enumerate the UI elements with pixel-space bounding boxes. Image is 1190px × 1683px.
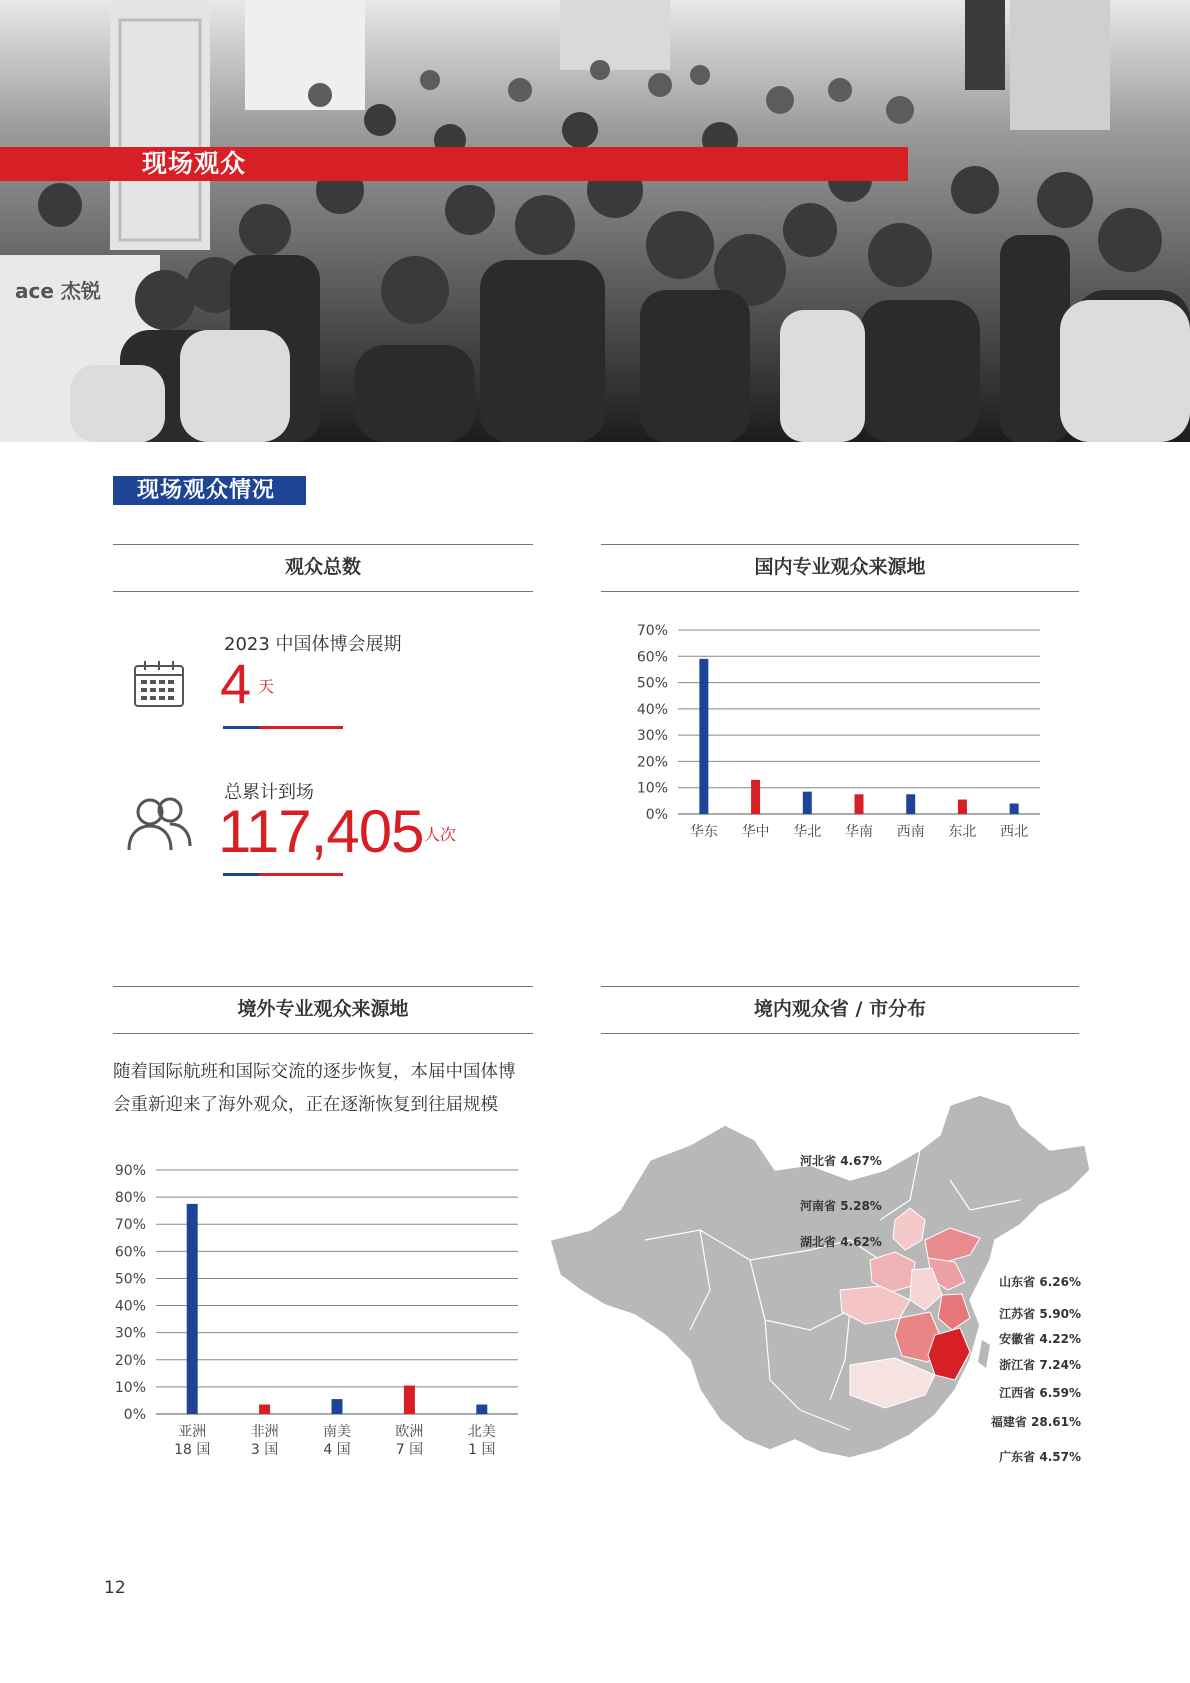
y-tick-label: 0%	[645, 807, 668, 823]
bar	[332, 1399, 343, 1414]
days-underline	[223, 726, 343, 729]
hero-title: 现场观众	[142, 149, 247, 178]
cumulative-label: 总累计到场	[224, 782, 314, 803]
y-tick-label: 40%	[636, 701, 668, 718]
y-tick-label: 30%	[114, 1325, 146, 1342]
bar	[751, 780, 760, 814]
bar	[958, 800, 967, 814]
x-category-sublabel: 3 国	[250, 1442, 279, 1458]
x-category-label: 华中	[741, 824, 770, 840]
x-category-label: 华南	[845, 824, 873, 840]
bar	[1010, 803, 1019, 814]
hero-photo	[0, 0, 1190, 442]
y-tick-label: 50%	[636, 675, 668, 692]
exhibition-days-unit: 天	[258, 677, 275, 696]
section-title-badge: 现场观众情况	[113, 476, 306, 505]
overseas-description-line1: 随着国际航班和国际交流的逐步恢复，本届中国体博	[113, 1062, 516, 1082]
x-category-label: 欧洲	[395, 1424, 424, 1440]
page-number: 12	[104, 1578, 126, 1598]
y-tick-label: 50%	[114, 1271, 146, 1288]
callout-henan: 河南省 5.28%	[800, 1199, 882, 1213]
callout-zhejiang: 浙江省 7.24%	[999, 1358, 1081, 1372]
province-distribution-header: 境内观众省 / 市分布	[601, 986, 1079, 1034]
overseas-description	[113, 1056, 543, 1122]
x-category-label: 非洲	[250, 1424, 279, 1440]
people-icon	[126, 794, 194, 854]
y-tick-label: 70%	[114, 1217, 146, 1234]
bar	[699, 659, 708, 814]
x-category-label: 东北	[948, 824, 977, 840]
total-audience-header: 观众总数	[113, 544, 533, 592]
exhibition-days-value: 4	[220, 652, 252, 715]
x-category-label: 华北	[793, 824, 822, 840]
bar	[855, 794, 864, 814]
visitors-total-unit: 人次	[424, 825, 457, 844]
callout-jiangsu: 江苏省 5.90%	[999, 1307, 1081, 1321]
x-category-sublabel: 4 国	[323, 1442, 351, 1458]
bar	[476, 1405, 487, 1414]
taiwan-island	[978, 1340, 990, 1368]
y-tick-label: 10%	[636, 780, 668, 797]
callout-hebei: 河北省 4.67%	[800, 1154, 882, 1168]
exhibition-period-label: 2023 中国体博会展期	[224, 634, 402, 655]
y-tick-label: 30%	[636, 728, 668, 745]
crowd-illustration	[0, 0, 1190, 442]
bar	[803, 792, 812, 814]
hero-title-banner	[0, 147, 908, 181]
callout-fujian: 福建省 28.61%	[990, 1415, 1081, 1429]
x-category-label: 亚洲	[178, 1424, 207, 1440]
y-tick-label: 70%	[636, 623, 668, 639]
x-category-sublabel: 18 国	[174, 1442, 211, 1458]
callout-guangdong: 广东省 4.57%	[999, 1450, 1081, 1464]
domestic-source-chart	[630, 614, 1060, 864]
bar	[906, 794, 915, 814]
y-tick-label: 0%	[123, 1407, 146, 1423]
overseas-source-chart	[110, 1158, 540, 1478]
overseas-description-line2: 会重新迎来了海外观众，正在逐渐恢复到往届规模	[113, 1095, 498, 1115]
y-tick-label: 90%	[114, 1163, 146, 1179]
callout-jiangxi: 江西省 6.59%	[999, 1386, 1081, 1400]
visitors-underline	[223, 873, 343, 876]
x-category-label: 北美	[467, 1424, 496, 1440]
x-category-label: 西北	[1000, 824, 1029, 840]
y-tick-label: 20%	[114, 1352, 146, 1369]
overseas-source-header: 境外专业观众来源地	[113, 986, 533, 1034]
visitors-total-value: 117,405	[218, 798, 424, 865]
x-category-sublabel: 7 国	[395, 1442, 424, 1458]
x-category-label: 南美	[323, 1424, 351, 1440]
callout-hubei: 湖北省 4.62%	[800, 1235, 882, 1249]
domestic-source-header: 国内专业观众来源地	[601, 544, 1079, 592]
bar	[187, 1204, 198, 1414]
callout-anhui: 安徽省 4.22%	[999, 1332, 1081, 1346]
x-category-sublabel: 1 国	[468, 1442, 496, 1458]
x-category-label: 西南	[896, 824, 925, 840]
y-tick-label: 60%	[114, 1244, 146, 1261]
y-tick-label: 80%	[114, 1190, 146, 1207]
svg-text:ace 杰锐: ace 杰锐	[15, 279, 101, 303]
calendar-icon	[133, 660, 187, 710]
bar	[259, 1405, 270, 1414]
x-category-label: 华东	[689, 824, 718, 840]
y-tick-label: 40%	[114, 1298, 146, 1315]
y-tick-label: 60%	[636, 649, 668, 666]
china-province-map	[550, 1090, 1090, 1520]
callout-shandong: 山东省 6.26%	[999, 1275, 1081, 1289]
y-tick-label: 20%	[636, 754, 668, 771]
y-tick-label: 10%	[114, 1379, 146, 1396]
bar	[404, 1386, 415, 1414]
